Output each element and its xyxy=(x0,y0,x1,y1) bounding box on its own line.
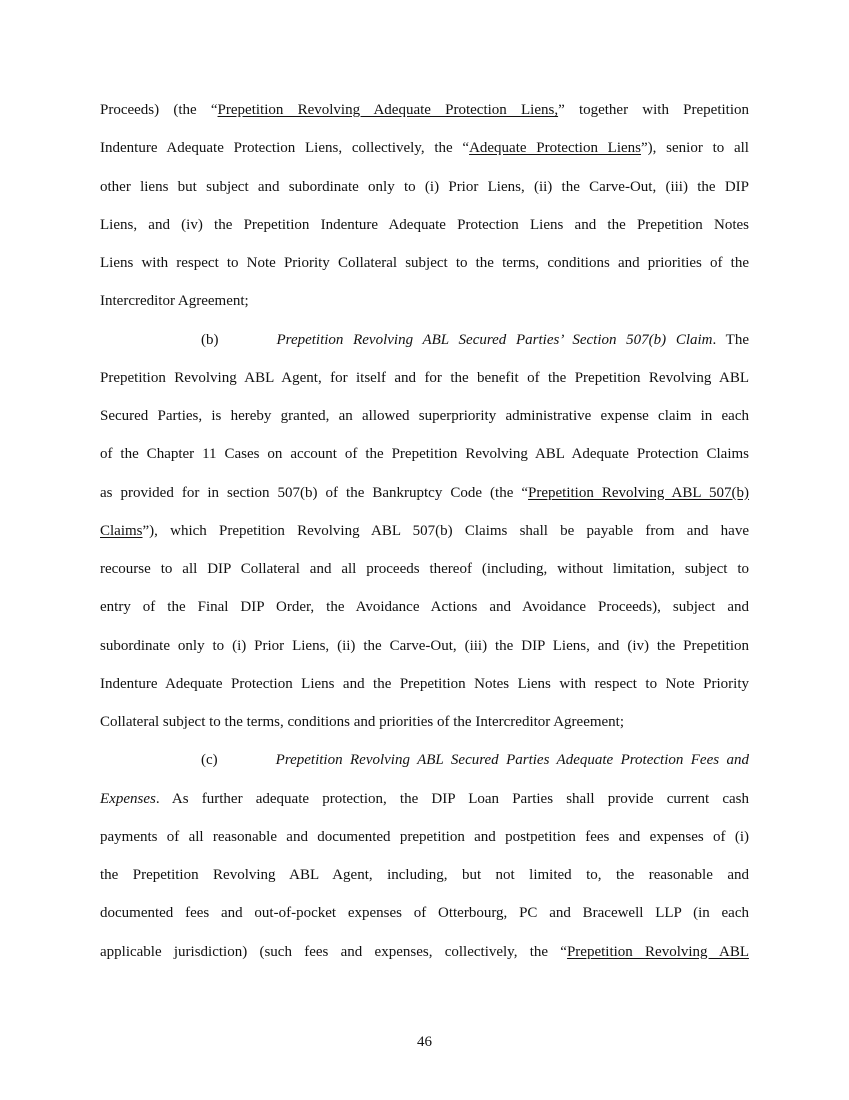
text-line xyxy=(100,483,749,503)
text-line xyxy=(100,521,749,541)
text-segment: applicable jurisdiction) (such fees and expenses, collectively, the “ xyxy=(100,943,567,960)
text-segment: the Prepetition Revolving ABL Agent, including, but not limited to, the reasonable and xyxy=(100,867,749,883)
defined-term: Adequate Protection Liens xyxy=(469,140,642,157)
text-segment: Liens with respect to Note Priority Collateral subject to the terms, conditions and priorities of the xyxy=(100,255,749,271)
text-segment: Indenture Adequate Protection Liens and the Prepetition Notes Liens with respect to Note Priority xyxy=(100,675,749,692)
text-segment: Indenture Adequate Protection Liens, collectively, the “ xyxy=(100,140,470,157)
text-line xyxy=(100,291,749,311)
section-heading: Prepetition Revolving ABL Secured Parties’ Section 507(b) Claim xyxy=(276,331,713,348)
text-segment: Secured Parties, is hereby granted, an allowed superpriority administrative expense claim in each xyxy=(100,408,749,424)
text-segment: payments of all reasonable and documented prepetition and postpetition fees and expenses of (i) xyxy=(100,828,749,845)
text-segment: (c) xyxy=(201,752,218,769)
text-segment: of the Chapter 11 Cases on account of the Prepetition Revolving ABL Adequate Protection Claims xyxy=(100,446,749,463)
text-segment: Proceeds) (the “ xyxy=(100,102,218,118)
text-line xyxy=(100,177,749,197)
text-line xyxy=(100,444,749,464)
text-segment: recourse to all DIP Collateral and all proceeds thereof (including, without limitation, subject to xyxy=(100,561,749,577)
text-line xyxy=(100,368,749,388)
text-line xyxy=(100,712,749,732)
text-line xyxy=(100,215,749,235)
text-segment: Prepetition Revolving ABL Agent, for itself and for the benefit of the Prepetition Revolving ABL xyxy=(100,369,749,386)
defined-term: Prepetition Revolving ABL 507(b) xyxy=(528,484,749,501)
section-heading: Prepetition Revolving ABL Secured Parties Adequate Protection Fees and xyxy=(275,752,749,769)
text-segment: Liens, and (iv) the Prepetition Indenture Adequate Protection Liens and the Prepetition Notes xyxy=(100,216,749,233)
defined-term: Claims xyxy=(100,522,143,539)
text-segment: documented fees and out-of-pocket expenses of Otterbourg, PC and Bracewell LLP (in each xyxy=(100,905,749,922)
section-heading: Expenses xyxy=(100,790,156,807)
defined-term: Prepetition Revolving ABL xyxy=(566,943,749,960)
text-line xyxy=(100,597,749,617)
text-line xyxy=(100,903,749,923)
text-line xyxy=(100,138,749,158)
text-segment: as provided for in section 507(b) of the Bankruptcy Code (the “ xyxy=(100,484,529,501)
text-segment: Collateral subject to the terms, conditions and priorities of the Intercreditor Agreement; xyxy=(100,714,625,730)
text-segment: entry of the Final DIP Order, the Avoidance Actions and Avoidance Proceeds), subject and xyxy=(100,599,749,616)
text-segment: subordinate only to (i) Prior Liens, (ii) the Carve-Out, (iii) the DIP Liens, and (iv) the Prepetition xyxy=(100,637,749,654)
text-line xyxy=(100,789,749,809)
text-line xyxy=(100,406,749,426)
page-number: 46 xyxy=(417,1034,432,1050)
text-segment: ”), senior to all xyxy=(641,140,749,157)
text-line xyxy=(100,865,749,885)
text-segment: Intercreditor Agreement; xyxy=(100,293,249,310)
text-line xyxy=(100,559,749,579)
text-line xyxy=(100,636,749,656)
text-line xyxy=(201,330,749,350)
text-line xyxy=(201,750,749,770)
text-line xyxy=(100,942,749,962)
text-segment: (b) xyxy=(201,331,219,348)
text-line xyxy=(100,100,749,120)
text-segment: ”), which Prepetition Revolving ABL 507(b) Claims shall be payable from and have xyxy=(142,522,749,539)
defined-term: Prepetition Revolving Adequate Protection Liens, xyxy=(217,102,559,118)
text-line xyxy=(100,253,749,273)
text-line xyxy=(100,827,749,847)
text-line xyxy=(100,674,749,694)
text-segment: . As further adequate protection, the DIP Loan Parties shall provide current cash xyxy=(155,790,749,807)
text-segment: other liens but subject and subordinate only to (i) Prior Liens, (ii) the Carve-Out, (iii) the DIP xyxy=(100,178,749,195)
text-segment: ” together with Prepetition xyxy=(558,102,749,118)
text-segment: . The xyxy=(712,331,749,348)
